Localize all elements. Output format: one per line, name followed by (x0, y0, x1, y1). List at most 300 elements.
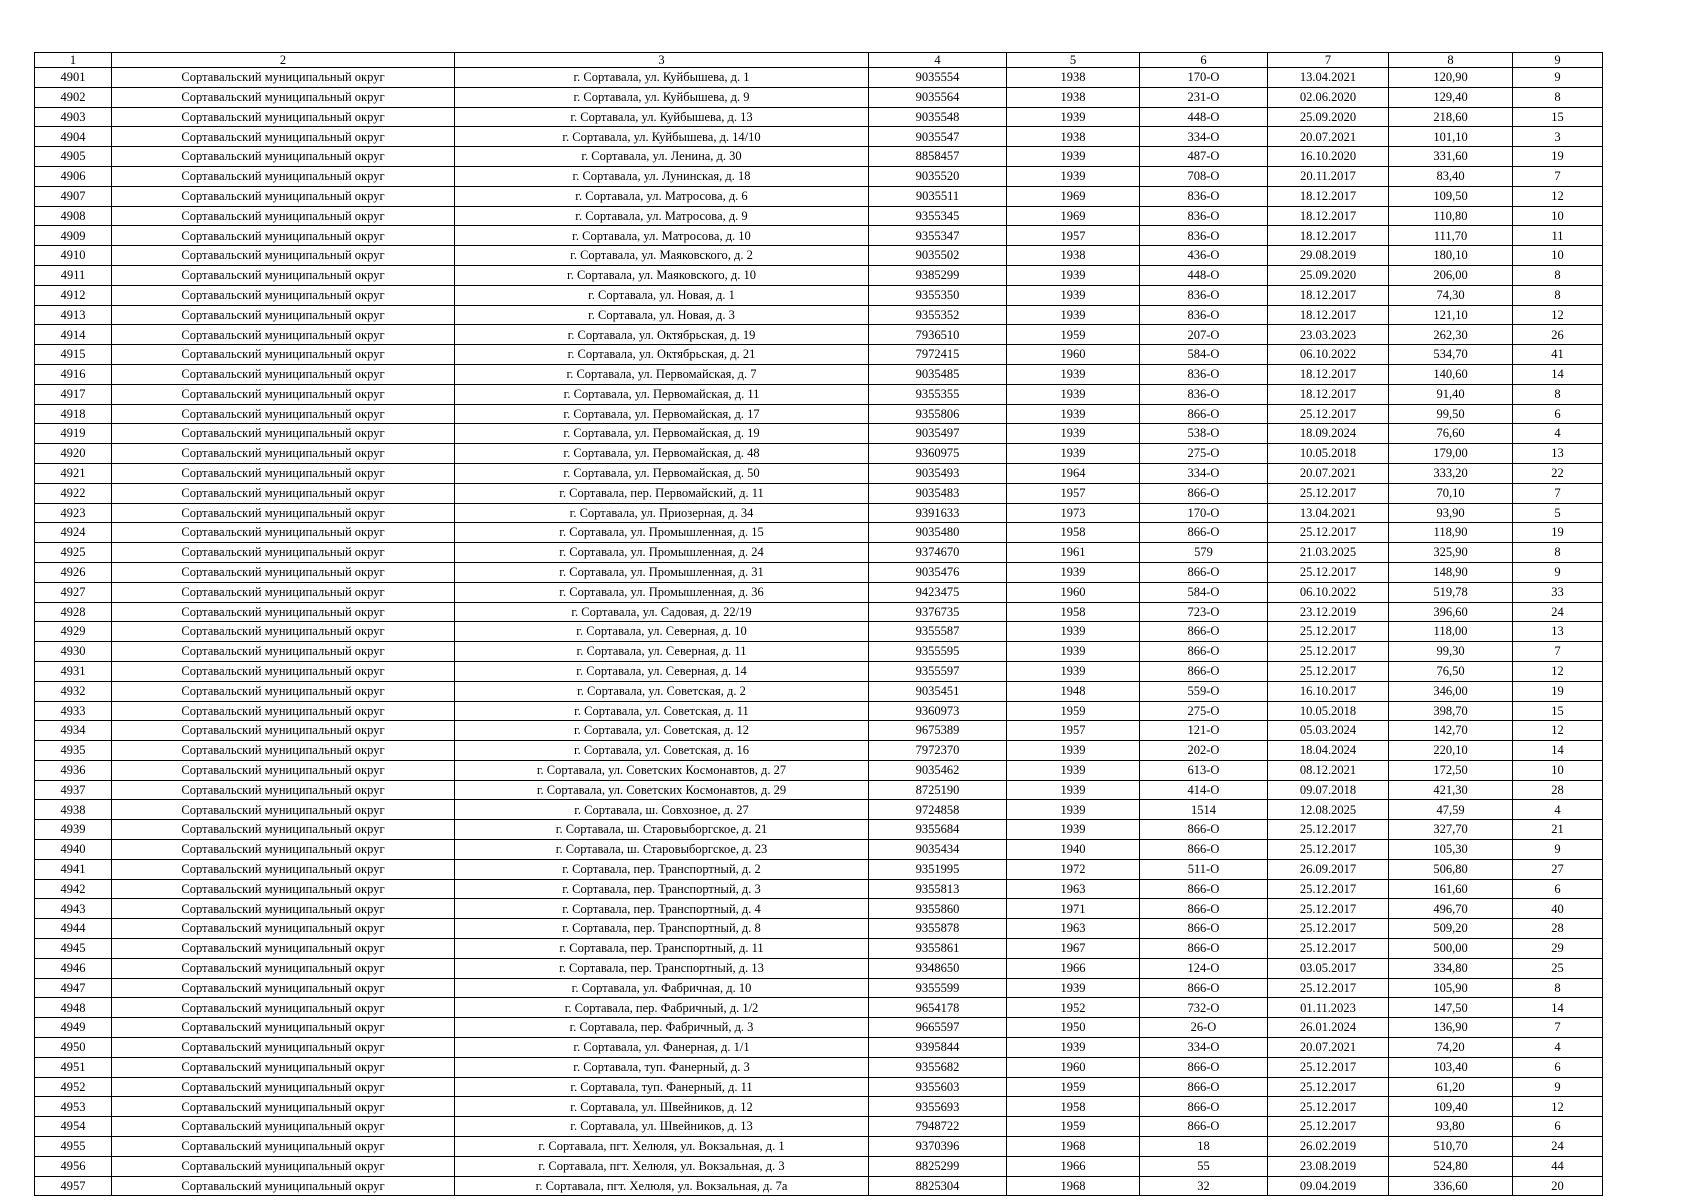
decision-number-cell: 723-О (1140, 602, 1268, 622)
decision-number-cell: 121-О (1140, 721, 1268, 741)
address-cell: г. Сортавала, ул. Советская, д. 12 (455, 721, 869, 741)
code-cell: 9035564 (869, 87, 1007, 107)
area-cell: 147,50 (1389, 998, 1513, 1018)
address-cell: г. Сортавала, пер. Фабричный, д. 3 (455, 1018, 869, 1038)
table-row (35, 483, 1603, 503)
row-number-cell: 4957 (35, 1176, 112, 1196)
row-number-cell: 4901 (35, 68, 112, 88)
table-row (35, 721, 1603, 741)
count-cell: 8 (1513, 978, 1603, 998)
decision-date-cell: 25.12.2017 (1268, 879, 1389, 899)
count-cell: 8 (1513, 285, 1603, 305)
area-cell: 172,50 (1389, 760, 1513, 780)
count-cell: 7 (1513, 483, 1603, 503)
address-cell: г. Сортавала, ш. Старовыборгское, д. 23 (455, 840, 869, 860)
district-cell: Сортавальский муниципальный округ (112, 285, 455, 305)
address-cell: г. Сортавала, пер. Первомайский, д. 11 (455, 483, 869, 503)
address-cell: г. Сортавала, ул. Советская, д. 16 (455, 741, 869, 761)
column-header: 1 (35, 53, 112, 68)
table-row (35, 1137, 1603, 1157)
code-cell: 9675389 (869, 721, 1007, 741)
code-cell: 9391633 (869, 503, 1007, 523)
decision-date-cell: 09.07.2018 (1268, 780, 1389, 800)
address-cell: г. Сортавала, пер. Фабричный, д. 1/2 (455, 998, 869, 1018)
code-cell: 9035554 (869, 68, 1007, 88)
decision-date-cell: 12.08.2025 (1268, 800, 1389, 820)
code-cell: 9355347 (869, 226, 1007, 246)
address-cell: г. Сортавала, ул. Промышленная, д. 31 (455, 562, 869, 582)
decision-number-cell: 866-О (1140, 1077, 1268, 1097)
area-cell: 500,00 (1389, 939, 1513, 959)
address-cell: г. Сортавала, ш. Старовыборгское, д. 21 (455, 820, 869, 840)
code-cell: 9395844 (869, 1038, 1007, 1058)
table-row (35, 622, 1603, 642)
row-number-cell: 4922 (35, 483, 112, 503)
code-cell: 9654178 (869, 998, 1007, 1018)
code-cell: 9035511 (869, 186, 1007, 206)
area-cell: 336,60 (1389, 1176, 1513, 1196)
district-cell: Сортавальский муниципальный округ (112, 681, 455, 701)
district-cell: Сортавальский муниципальный округ (112, 87, 455, 107)
address-cell: г. Сортавала, ул. Матросова, д. 6 (455, 186, 869, 206)
district-cell: Сортавальский муниципальный округ (112, 463, 455, 483)
decision-date-cell: 23.03.2023 (1268, 325, 1389, 345)
area-cell: 179,00 (1389, 444, 1513, 464)
code-cell: 9355693 (869, 1097, 1007, 1117)
area-cell: 218,60 (1389, 107, 1513, 127)
column-header: 9 (1513, 53, 1603, 68)
row-number-cell: 4918 (35, 404, 112, 424)
district-cell: Сортавальский муниципальный округ (112, 246, 455, 266)
decision-number-cell: 334-О (1140, 127, 1268, 147)
code-cell: 9355597 (869, 661, 1007, 681)
table-row (35, 582, 1603, 602)
count-cell: 19 (1513, 681, 1603, 701)
row-number-cell: 4946 (35, 958, 112, 978)
decision-date-cell: 21.03.2025 (1268, 543, 1389, 563)
row-number-cell: 4904 (35, 127, 112, 147)
decision-date-cell: 03.05.2017 (1268, 958, 1389, 978)
year-cell: 1960 (1007, 582, 1140, 602)
row-number-cell: 4907 (35, 186, 112, 206)
year-cell: 1939 (1007, 107, 1140, 127)
decision-number-cell: 866-О (1140, 1117, 1268, 1137)
code-cell: 9355813 (869, 879, 1007, 899)
area-cell: 103,40 (1389, 1057, 1513, 1077)
decision-date-cell: 25.12.2017 (1268, 622, 1389, 642)
decision-number-cell: 448-О (1140, 107, 1268, 127)
count-cell: 19 (1513, 147, 1603, 167)
row-number-cell: 4915 (35, 345, 112, 365)
code-cell: 9665597 (869, 1018, 1007, 1038)
address-cell: г. Сортавала, ул. Северная, д. 10 (455, 622, 869, 642)
district-cell: Сортавальский муниципальный округ (112, 998, 455, 1018)
year-cell: 1939 (1007, 978, 1140, 998)
code-cell: 7948722 (869, 1117, 1007, 1137)
table-row (35, 879, 1603, 899)
count-cell: 8 (1513, 87, 1603, 107)
code-cell: 9355587 (869, 622, 1007, 642)
decision-number-cell: 836-О (1140, 226, 1268, 246)
area-cell: 333,20 (1389, 463, 1513, 483)
decision-date-cell: 18.12.2017 (1268, 206, 1389, 226)
row-number-cell: 4926 (35, 562, 112, 582)
count-cell: 7 (1513, 1018, 1603, 1038)
area-cell: 93,80 (1389, 1117, 1513, 1137)
code-cell: 9355350 (869, 285, 1007, 305)
address-cell: г. Сортавала, ул. Швейников, д. 12 (455, 1097, 869, 1117)
code-cell: 9360973 (869, 701, 1007, 721)
district-cell: Сортавальский муниципальный округ (112, 661, 455, 681)
decision-date-cell: 25.12.2017 (1268, 483, 1389, 503)
area-cell: 93,90 (1389, 503, 1513, 523)
row-number-cell: 4919 (35, 424, 112, 444)
decision-number-cell: 836-О (1140, 364, 1268, 384)
year-cell: 1959 (1007, 325, 1140, 345)
decision-number-cell: 613-О (1140, 760, 1268, 780)
code-cell: 9374670 (869, 543, 1007, 563)
decision-number-cell: 231-О (1140, 87, 1268, 107)
code-cell: 9355345 (869, 206, 1007, 226)
count-cell: 6 (1513, 879, 1603, 899)
code-cell: 9035520 (869, 166, 1007, 186)
row-number-cell: 4917 (35, 384, 112, 404)
row-number-cell: 4925 (35, 543, 112, 563)
code-cell: 9035548 (869, 107, 1007, 127)
code-cell: 9035476 (869, 562, 1007, 582)
year-cell: 1958 (1007, 523, 1140, 543)
column-header: 4 (869, 53, 1007, 68)
count-cell: 7 (1513, 166, 1603, 186)
year-cell: 1969 (1007, 186, 1140, 206)
year-cell: 1939 (1007, 285, 1140, 305)
area-cell: 99,30 (1389, 642, 1513, 662)
table-row (35, 1018, 1603, 1038)
count-cell: 6 (1513, 1057, 1603, 1077)
code-cell: 9376735 (869, 602, 1007, 622)
year-cell: 1940 (1007, 840, 1140, 860)
code-cell: 9370396 (869, 1137, 1007, 1157)
year-cell: 1952 (1007, 998, 1140, 1018)
address-cell: г. Сортавала, пер. Транспортный, д. 4 (455, 899, 869, 919)
decision-number-cell: 26-О (1140, 1018, 1268, 1038)
code-cell: 9035502 (869, 246, 1007, 266)
table-row (35, 226, 1603, 246)
code-cell: 9035480 (869, 523, 1007, 543)
decision-number-cell: 18 (1140, 1137, 1268, 1157)
code-cell: 9035485 (869, 364, 1007, 384)
row-number-cell: 4954 (35, 1117, 112, 1137)
count-cell: 4 (1513, 800, 1603, 820)
address-cell: г. Сортавала, ул. Ленина, д. 30 (455, 147, 869, 167)
row-number-cell: 4933 (35, 701, 112, 721)
table-row (35, 1057, 1603, 1077)
decision-date-cell: 25.12.2017 (1268, 939, 1389, 959)
count-cell: 25 (1513, 958, 1603, 978)
count-cell: 24 (1513, 602, 1603, 622)
count-cell: 5 (1513, 503, 1603, 523)
district-cell: Сортавальский муниципальный округ (112, 1057, 455, 1077)
year-cell: 1963 (1007, 919, 1140, 939)
row-number-cell: 4930 (35, 642, 112, 662)
area-cell: 105,90 (1389, 978, 1513, 998)
row-number-cell: 4902 (35, 87, 112, 107)
address-cell: г. Сортавала, ул. Октябрьская, д. 21 (455, 345, 869, 365)
district-cell: Сортавальский муниципальный округ (112, 424, 455, 444)
decision-date-cell: 02.06.2020 (1268, 87, 1389, 107)
decision-number-cell: 866-О (1140, 1057, 1268, 1077)
address-cell: г. Сортавала, ул. Маяковского, д. 2 (455, 246, 869, 266)
address-cell: г. Сортавала, ул. Советская, д. 2 (455, 681, 869, 701)
year-cell: 1963 (1007, 879, 1140, 899)
count-cell: 40 (1513, 899, 1603, 919)
decision-number-cell: 579 (1140, 543, 1268, 563)
area-cell: 76,50 (1389, 661, 1513, 681)
year-cell: 1939 (1007, 741, 1140, 761)
row-number-cell: 4935 (35, 741, 112, 761)
table-row (35, 345, 1603, 365)
area-cell: 61,20 (1389, 1077, 1513, 1097)
address-cell: г. Сортавала, ул. Первомайская, д. 50 (455, 463, 869, 483)
address-cell: г. Сортавала, туп. Фанерный, д. 11 (455, 1077, 869, 1097)
district-cell: Сортавальский муниципальный округ (112, 147, 455, 167)
code-cell: 9355860 (869, 899, 1007, 919)
count-cell: 33 (1513, 582, 1603, 602)
row-number-cell: 4941 (35, 859, 112, 879)
address-cell: г. Сортавала, ул. Первомайская, д. 19 (455, 424, 869, 444)
count-cell: 21 (1513, 820, 1603, 840)
address-cell: г. Сортавала, ул. Лунинская, д. 18 (455, 166, 869, 186)
decision-date-cell: 25.09.2020 (1268, 265, 1389, 285)
area-cell: 148,90 (1389, 562, 1513, 582)
address-cell: г. Сортавала, пгт. Хелюля, ул. Вокзальная, д. 1 (455, 1137, 869, 1157)
district-cell: Сортавальский муниципальный округ (112, 1156, 455, 1176)
column-header: 3 (455, 53, 869, 68)
area-cell: 105,30 (1389, 840, 1513, 860)
decision-date-cell: 13.04.2021 (1268, 68, 1389, 88)
area-cell: 83,40 (1389, 166, 1513, 186)
count-cell: 9 (1513, 562, 1603, 582)
decision-date-cell: 10.05.2018 (1268, 701, 1389, 721)
row-number-cell: 4944 (35, 919, 112, 939)
table-row (35, 265, 1603, 285)
year-cell: 1958 (1007, 602, 1140, 622)
decision-date-cell: 18.12.2017 (1268, 384, 1389, 404)
count-cell: 12 (1513, 305, 1603, 325)
address-cell: г. Сортавала, пер. Транспортный, д. 2 (455, 859, 869, 879)
district-cell: Сортавальский муниципальный округ (112, 919, 455, 939)
code-cell: 9385299 (869, 265, 1007, 285)
area-cell: 506,80 (1389, 859, 1513, 879)
district-cell: Сортавальский муниципальный округ (112, 780, 455, 800)
table-row (35, 840, 1603, 860)
count-cell: 4 (1513, 424, 1603, 444)
decision-date-cell: 06.10.2022 (1268, 345, 1389, 365)
year-cell: 1969 (1007, 206, 1140, 226)
row-number-cell: 4929 (35, 622, 112, 642)
decision-date-cell: 18.09.2024 (1268, 424, 1389, 444)
count-cell: 8 (1513, 543, 1603, 563)
decision-number-cell: 334-О (1140, 1038, 1268, 1058)
district-cell: Сортавальский муниципальный округ (112, 820, 455, 840)
year-cell: 1959 (1007, 701, 1140, 721)
decision-date-cell: 13.04.2021 (1268, 503, 1389, 523)
year-cell: 1960 (1007, 345, 1140, 365)
district-cell: Сортавальский муниципальный округ (112, 741, 455, 761)
district-cell: Сортавальский муниципальный округ (112, 226, 455, 246)
row-number-cell: 4932 (35, 681, 112, 701)
year-cell: 1939 (1007, 147, 1140, 167)
district-cell: Сортавальский муниципальный округ (112, 1176, 455, 1196)
decision-number-cell: 538-О (1140, 424, 1268, 444)
district-cell: Сортавальский муниципальный округ (112, 721, 455, 741)
year-cell: 1968 (1007, 1176, 1140, 1196)
table-row (35, 384, 1603, 404)
row-number-cell: 4909 (35, 226, 112, 246)
decision-date-cell: 16.10.2017 (1268, 681, 1389, 701)
year-cell: 1939 (1007, 780, 1140, 800)
table-row (35, 87, 1603, 107)
table-row (35, 602, 1603, 622)
table-row (35, 246, 1603, 266)
address-cell: г. Сортавала, ул. Советская, д. 11 (455, 701, 869, 721)
table-row (35, 444, 1603, 464)
address-cell: г. Сортавала, пер. Транспортный, д. 13 (455, 958, 869, 978)
district-cell: Сортавальский муниципальный округ (112, 345, 455, 365)
decision-number-cell: 202-О (1140, 741, 1268, 761)
code-cell: 9355595 (869, 642, 1007, 662)
address-cell: г. Сортавала, ул. Первомайская, д. 48 (455, 444, 869, 464)
district-cell: Сортавальский муниципальный округ (112, 879, 455, 899)
address-cell: г. Сортавала, ул. Фабричная, д. 10 (455, 978, 869, 998)
district-cell: Сортавальский муниципальный округ (112, 325, 455, 345)
row-number-cell: 4950 (35, 1038, 112, 1058)
area-cell: 76,60 (1389, 424, 1513, 444)
year-cell: 1960 (1007, 1057, 1140, 1077)
code-cell: 9355684 (869, 820, 1007, 840)
decision-date-cell: 20.07.2021 (1268, 1038, 1389, 1058)
address-cell: г. Сортавала, ул. Советских Космонавтов, д. 29 (455, 780, 869, 800)
area-cell: 510,70 (1389, 1137, 1513, 1157)
year-cell: 1939 (1007, 305, 1140, 325)
decision-date-cell: 18.12.2017 (1268, 226, 1389, 246)
year-cell: 1939 (1007, 265, 1140, 285)
decision-date-cell: 25.12.2017 (1268, 899, 1389, 919)
district-cell: Сортавальский муниципальный округ (112, 384, 455, 404)
table-row (35, 523, 1603, 543)
address-cell: г. Сортавала, ул. Матросова, д. 10 (455, 226, 869, 246)
table-row (35, 780, 1603, 800)
year-cell: 1939 (1007, 444, 1140, 464)
address-cell: г. Сортавала, пер. Транспортный, д. 3 (455, 879, 869, 899)
area-cell: 262,30 (1389, 325, 1513, 345)
year-cell: 1939 (1007, 760, 1140, 780)
table-row (35, 820, 1603, 840)
decision-date-cell: 18.04.2024 (1268, 741, 1389, 761)
decision-number-cell: 866-О (1140, 820, 1268, 840)
table-row (35, 206, 1603, 226)
decision-date-cell: 25.12.2017 (1268, 820, 1389, 840)
district-cell: Сортавальский муниципальный округ (112, 582, 455, 602)
district-cell: Сортавальский муниципальный округ (112, 206, 455, 226)
decision-date-cell: 25.12.2017 (1268, 1117, 1389, 1137)
count-cell: 20 (1513, 1176, 1603, 1196)
table-row (35, 1038, 1603, 1058)
count-cell: 27 (1513, 859, 1603, 879)
count-cell: 28 (1513, 780, 1603, 800)
code-cell: 9423475 (869, 582, 1007, 602)
decision-date-cell: 18.12.2017 (1268, 186, 1389, 206)
decision-date-cell: 26.01.2024 (1268, 1018, 1389, 1038)
registry-table (34, 52, 1603, 1196)
count-cell: 6 (1513, 404, 1603, 424)
table-row (35, 166, 1603, 186)
decision-number-cell: 487-О (1140, 147, 1268, 167)
table-row (35, 503, 1603, 523)
area-cell: 91,40 (1389, 384, 1513, 404)
decision-number-cell: 866-О (1140, 1097, 1268, 1117)
decision-number-cell: 836-О (1140, 206, 1268, 226)
district-cell: Сортавальский муниципальный округ (112, 444, 455, 464)
table-row (35, 919, 1603, 939)
code-cell: 9035497 (869, 424, 1007, 444)
address-cell: г. Сортавала, ул. Первомайская, д. 17 (455, 404, 869, 424)
row-number-cell: 4927 (35, 582, 112, 602)
code-cell: 9035483 (869, 483, 1007, 503)
address-cell: г. Сортавала, ул. Октябрьская, д. 19 (455, 325, 869, 345)
count-cell: 8 (1513, 265, 1603, 285)
district-cell: Сортавальский муниципальный округ (112, 404, 455, 424)
row-number-cell: 4931 (35, 661, 112, 681)
area-cell: 334,80 (1389, 958, 1513, 978)
table-row (35, 1176, 1603, 1196)
row-number-cell: 4956 (35, 1156, 112, 1176)
area-cell: 110,80 (1389, 206, 1513, 226)
row-number-cell: 4942 (35, 879, 112, 899)
year-cell: 1957 (1007, 483, 1140, 503)
table-row (35, 760, 1603, 780)
district-cell: Сортавальский муниципальный округ (112, 978, 455, 998)
year-cell: 1939 (1007, 642, 1140, 662)
decision-number-cell: 866-О (1140, 879, 1268, 899)
address-cell: г. Сортавала, пгт. Хелюля, ул. Вокзальная, д. 7а (455, 1176, 869, 1196)
area-cell: 346,00 (1389, 681, 1513, 701)
address-cell: г. Сортавала, ул. Первомайская, д. 7 (455, 364, 869, 384)
decision-number-cell: 124-О (1140, 958, 1268, 978)
count-cell: 13 (1513, 444, 1603, 464)
district-cell: Сортавальский муниципальный округ (112, 364, 455, 384)
table-row (35, 186, 1603, 206)
year-cell: 1939 (1007, 424, 1140, 444)
area-cell: 496,70 (1389, 899, 1513, 919)
table-header (35, 53, 1603, 68)
row-number-cell: 4921 (35, 463, 112, 483)
decision-number-cell: 584-О (1140, 345, 1268, 365)
decision-date-cell: 23.12.2019 (1268, 602, 1389, 622)
district-cell: Сортавальский муниципальный округ (112, 1077, 455, 1097)
code-cell: 9355682 (869, 1057, 1007, 1077)
column-header: 2 (112, 53, 455, 68)
year-cell: 1966 (1007, 1156, 1140, 1176)
district-cell: Сортавальский муниципальный округ (112, 305, 455, 325)
row-number-cell: 4906 (35, 166, 112, 186)
decision-number-cell: 584-О (1140, 582, 1268, 602)
column-header: 5 (1007, 53, 1140, 68)
decision-date-cell: 25.12.2017 (1268, 661, 1389, 681)
count-cell: 44 (1513, 1156, 1603, 1176)
table-row (35, 701, 1603, 721)
decision-number-cell: 436-О (1140, 246, 1268, 266)
